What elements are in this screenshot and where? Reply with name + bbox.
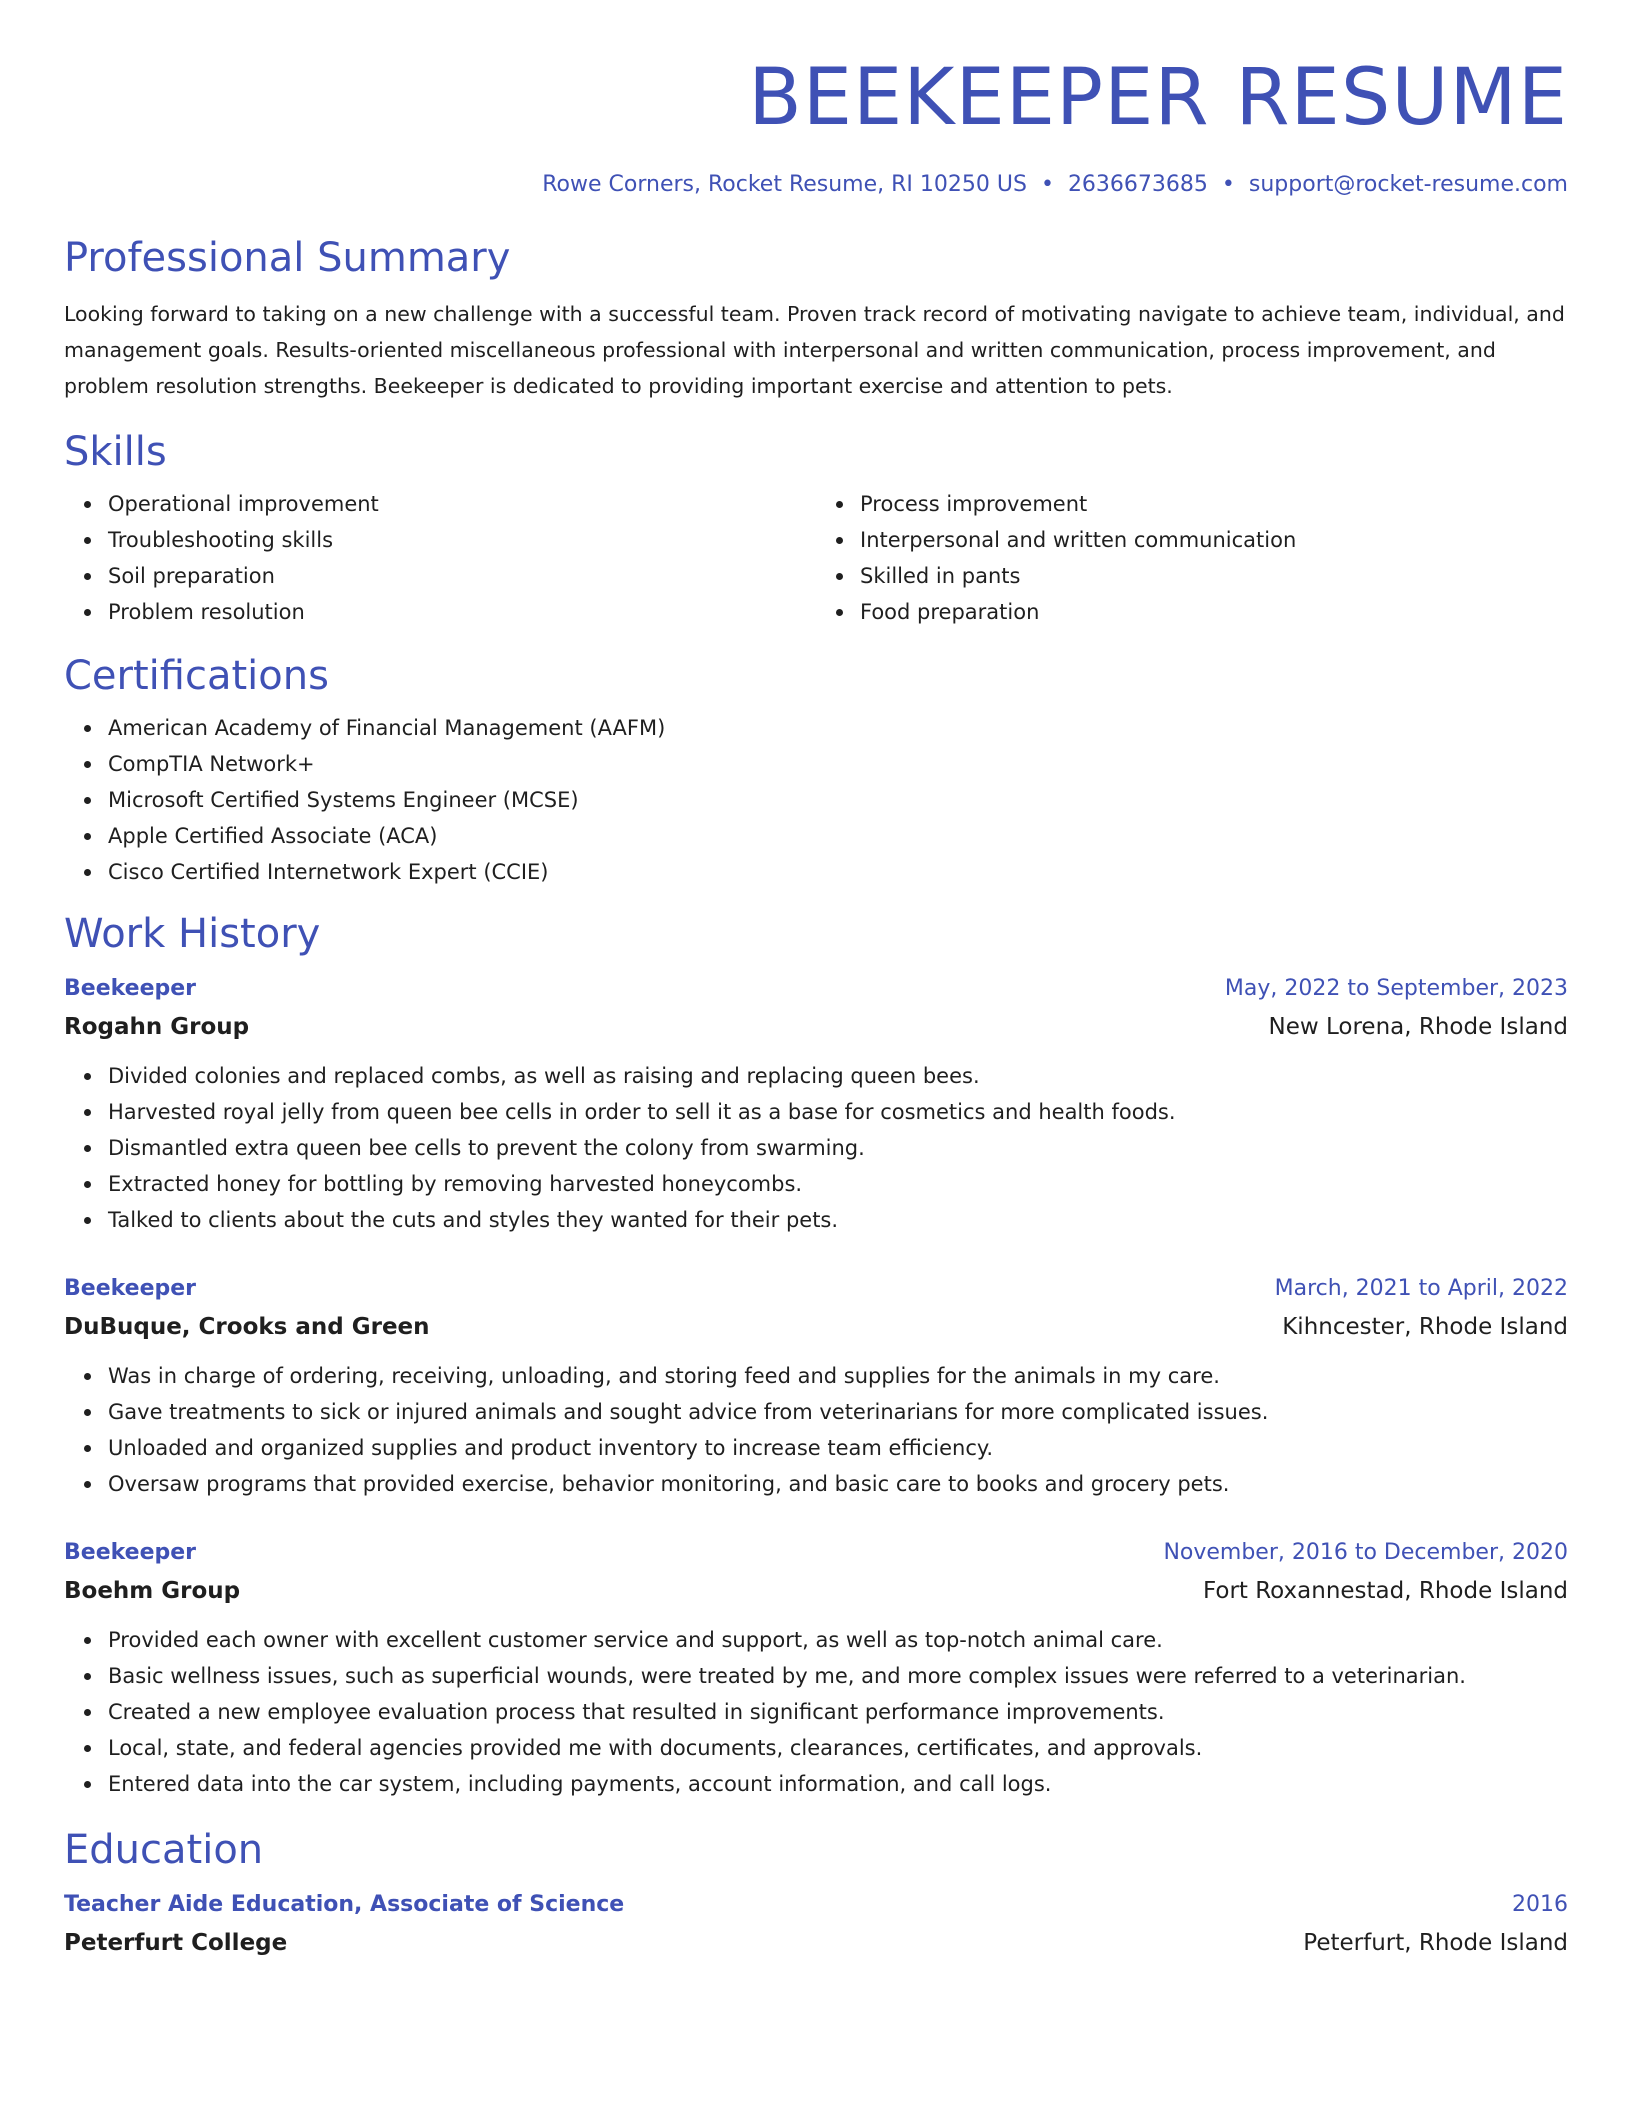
skill-item: Interpersonal and written communication (860, 522, 1568, 558)
job-entry (64, 1534, 1568, 1802)
education-year: 2016 (1512, 1892, 1568, 1917)
job-company: DuBuque, Crooks and Green (64, 1314, 430, 1340)
resume-name: BEEKEEPER RESUME (748, 53, 1568, 143)
job-dates: March, 2021 to April, 2022 (1274, 1276, 1568, 1301)
skill-item: Troubleshooting skills (108, 522, 816, 558)
job-bullets (64, 1058, 1568, 1238)
certifications-heading: Certifications (64, 653, 329, 699)
certification-item: Apple Certified Associate (ACA) (108, 818, 1568, 854)
certification-item: American Academy of Financial Management (AAFM) (108, 710, 1568, 746)
job-company-row (64, 1008, 1568, 1046)
work-history-section (64, 908, 1568, 1802)
job-bullet: Unloaded and organized supplies and product inventory to increase team efficiency. (108, 1430, 1568, 1466)
skills-grid (64, 486, 1568, 630)
job-bullets (64, 1622, 1568, 1802)
certifications-list (64, 710, 1568, 890)
job-bullet: Extracted honey for bottling by removing harvested honeycombs. (108, 1166, 1568, 1202)
contact-address: Rowe Corners, Rocket Resume, RI 10250 US (542, 172, 1027, 197)
certification-item: Microsoft Certified Systems Engineer (MCSE) (108, 782, 1568, 818)
education-section (64, 1824, 1568, 1962)
job-company-row (64, 1572, 1568, 1610)
job-title: Beekeeper (64, 976, 197, 1001)
job-title: Beekeeper (64, 1540, 197, 1565)
job-title-row (64, 1270, 1568, 1308)
certifications-section (64, 650, 1568, 890)
skill-item: Skilled in pants (860, 558, 1568, 594)
education-degree: Teacher Aide Education, Associate of Science (64, 1892, 625, 1917)
education-school-row (64, 1924, 1568, 1962)
job-bullet: Oversaw programs that provided exercise, behavior monitoring, and basic care to books and grocery pets. (108, 1466, 1568, 1502)
job-location: Kihncester, Rhode Island (1282, 1314, 1568, 1340)
skills-list-right (816, 486, 1568, 630)
work-history-heading: Work History (64, 911, 321, 957)
certification-item: Cisco Certified Internetwork Expert (CCIE) (108, 854, 1568, 890)
job-company: Rogahn Group (64, 1014, 250, 1040)
job-bullet: Talked to clients about the cuts and styles they wanted for their pets. (108, 1202, 1568, 1238)
skills-heading: Skills (64, 429, 167, 475)
certification-item: CompTIA Network+ (108, 746, 1568, 782)
skills-list-left (64, 486, 816, 630)
skill-item: Process improvement (860, 486, 1568, 522)
skill-item: Problem resolution (108, 594, 816, 630)
job-bullet: Basic wellness issues, such as superficial wounds, were treated by me, and more complex issues were referred to a veterinarian. (108, 1658, 1568, 1694)
job-location: Fort Roxannestad, Rhode Island (1202, 1578, 1568, 1604)
skill-item: Soil preparation (108, 558, 816, 594)
job-title: Beekeeper (64, 1276, 197, 1301)
job-bullet: Created a new employee evaluation process that resulted in significant performance improvements. (108, 1694, 1568, 1730)
job-bullet: Provided each owner with excellent customer service and support, as well as top-notch animal care. (108, 1622, 1568, 1658)
skill-item: Operational improvement (108, 486, 816, 522)
education-degree-row (64, 1886, 1568, 1924)
job-bullet: Was in charge of ordering, receiving, unloading, and storing feed and supplies for the animals in my care. (108, 1358, 1568, 1394)
job-location: New Lorena, Rhode Island (1268, 1014, 1568, 1040)
education-entry (64, 1886, 1568, 1962)
job-bullets (64, 1358, 1568, 1502)
job-company-row (64, 1308, 1568, 1346)
job-bullet: Entered data into the car system, including payments, account information, and call logs. (108, 1766, 1568, 1802)
job-title-row (64, 1534, 1568, 1572)
contact-phone: 2636673685 (1067, 172, 1208, 197)
contact-line (64, 170, 1568, 200)
skill-item: Food preparation (860, 594, 1568, 630)
job-bullet: Harvested royal jelly from queen bee cells in order to sell it as a base for cosmetics and health foods. (108, 1094, 1568, 1130)
job-dates: November, 2016 to December, 2020 (1163, 1540, 1568, 1565)
job-bullet: Local, state, and federal agencies provided me with documents, clearances, certificates, and approvals. (108, 1730, 1568, 1766)
education-heading: Education (64, 1827, 264, 1873)
job-dates: May, 2022 to September, 2023 (1224, 976, 1568, 1001)
skills-section (64, 426, 1568, 630)
contact-email[interactable]: support@rocket-resume.com (1248, 172, 1568, 197)
job-company: Boehm Group (64, 1578, 241, 1604)
education-location: Peterfurt, Rhode Island (1303, 1930, 1568, 1956)
education-school: Peterfurt College (64, 1930, 288, 1956)
job-bullet: Gave treatments to sick or injured animals and sought advice from veterinarians for more complicated issues. (108, 1394, 1568, 1430)
contact-separator: • (1221, 172, 1235, 197)
summary-heading: Professional Summary (64, 235, 511, 281)
job-bullet: Dismantled extra queen bee cells to prevent the colony from swarming. (108, 1130, 1568, 1166)
resume-header (64, 48, 1568, 200)
job-entry (64, 970, 1568, 1238)
summary-section (64, 232, 1568, 404)
job-entry (64, 1270, 1568, 1502)
job-bullet: Divided colonies and replaced combs, as well as raising and replacing queen bees. (108, 1058, 1568, 1094)
contact-separator: • (1040, 172, 1054, 197)
job-title-row (64, 970, 1568, 1008)
summary-text: Looking forward to taking on a new challenge with a successful team. Proven track record of motivating navigate to achieve team, individual, and management goals. Results-oriented miscellaneous professional with interpersonal and written communication, process improvement, and problem resolution strengths. Beekeeper is dedicated to providing important exercise and attention to pets. (64, 302, 1565, 398)
